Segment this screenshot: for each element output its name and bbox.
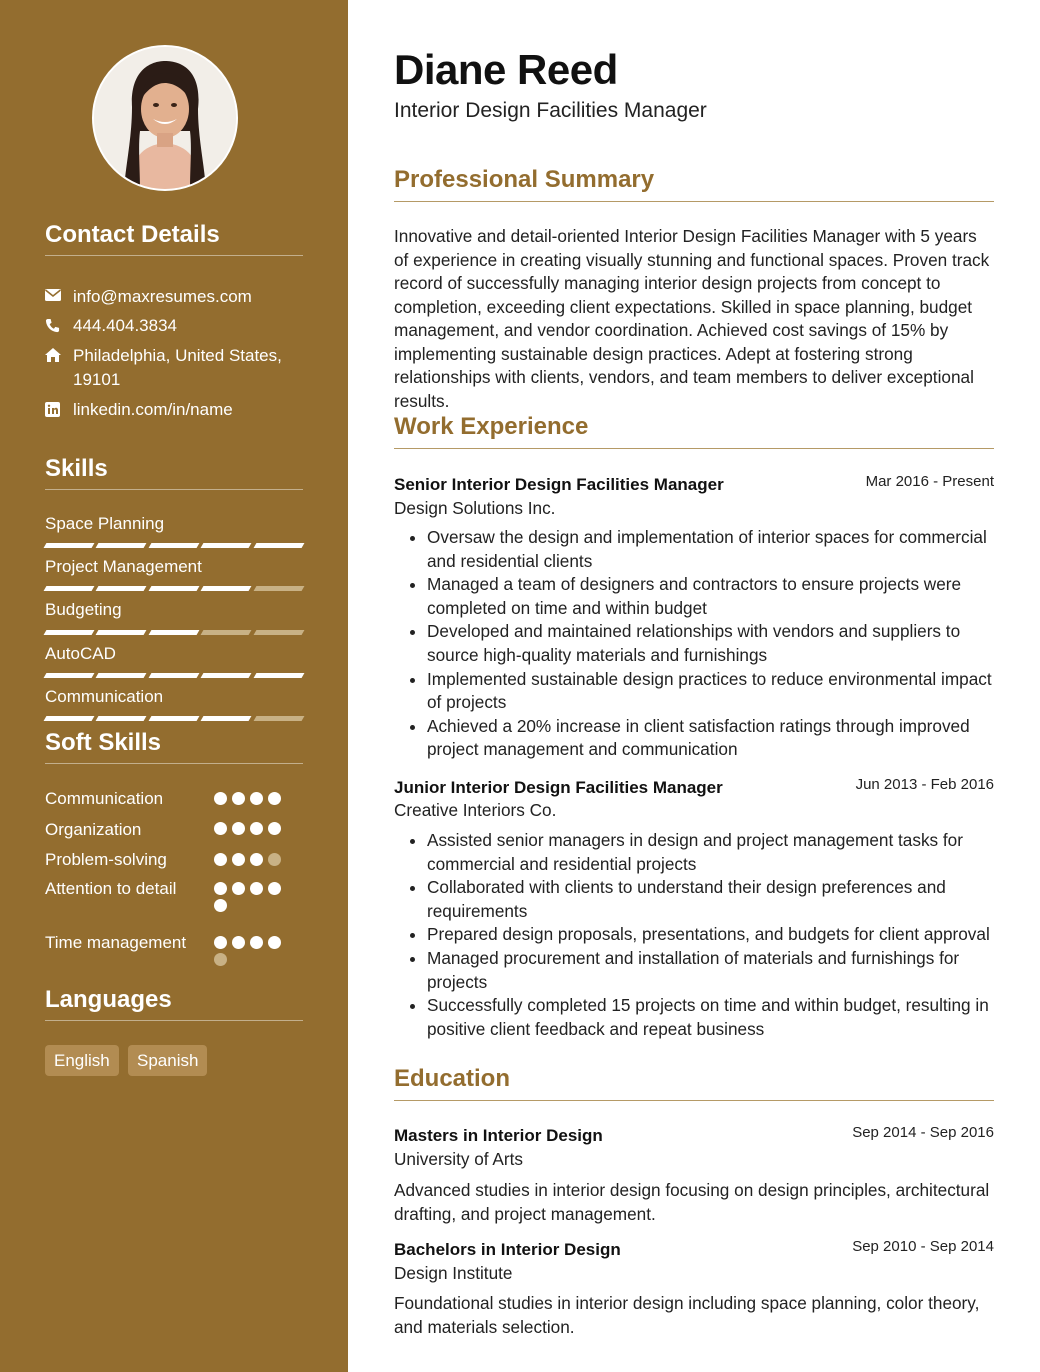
skill-bar-segment <box>201 716 252 721</box>
envelope-icon <box>45 285 73 309</box>
rating-dot <box>250 853 263 866</box>
soft-skill-name: Time management <box>45 933 187 952</box>
summary-heading: Professional Summary <box>394 166 994 202</box>
soft-skill-rating <box>214 822 294 835</box>
skill-bar-segment <box>96 543 147 548</box>
languages-heading: Languages <box>45 986 303 1021</box>
job-dates: Mar 2016 - Present <box>865 473 994 490</box>
contact-email-text: info@maxresumes.com <box>73 287 252 306</box>
skill-bar-segment <box>148 716 199 721</box>
degree-title: Masters in Interior Design <box>394 1126 603 1145</box>
soft-skill-name: Problem-solving <box>45 850 167 869</box>
soft-skill-rating <box>214 936 294 966</box>
skill-rating <box>45 586 303 592</box>
rating-dot <box>232 936 245 949</box>
rating-dot <box>268 853 281 866</box>
skill-bar-segment <box>148 543 199 548</box>
degree-description: Advanced studies in interior design focusing on design principles, architectural drafting, and project management. <box>394 1180 990 1224</box>
list-item: • Achieved a 20% increase in client satisfaction ratings through improved project management and communication <box>427 715 994 762</box>
skill-name: Communication <box>45 687 164 706</box>
soft-skills-heading: Soft Skills <box>45 729 303 764</box>
list-item: • Prepared design proposals, presentations, and budgets for client approval <box>427 923 994 947</box>
contact-heading: Contact Details <box>45 221 303 256</box>
rating-dot <box>268 822 281 835</box>
skill-bar-segment <box>253 630 304 635</box>
skill-bar-segment <box>253 673 304 678</box>
list-item: • Assisted senior managers in design and project management tasks for commercial and residential projects <box>427 829 994 876</box>
skill-bar-segment <box>253 543 304 548</box>
skill-bar-segment <box>96 630 147 635</box>
skill-bar-segment <box>44 586 95 591</box>
skill-name: Space Planning <box>45 514 165 533</box>
skill-bar-segment <box>96 586 147 591</box>
soft-skill-name: Organization <box>45 820 142 839</box>
job-company: Design Solutions Inc. <box>394 498 556 518</box>
skill-rating <box>45 630 303 636</box>
rating-dot <box>214 936 227 949</box>
summary-text: Innovative and detail-oriented Interior Design Facilities Manager with 5 years of experience in creating visually stunning and functional spaces. Proven track record of successfully managing interior design projects from concept to completion, exceeding client expectations. Skilled in space planning, budget management, and vendor coordination. Achieved cost savings of 15% by implementing sustainable design practices. Adept at fostering strong relationships with clients, vendors, and team members to deliver exceptional results. <box>394 226 990 411</box>
skill-bar-segment <box>44 543 95 548</box>
skill-bar-segment <box>44 716 95 721</box>
rating-dot <box>214 882 227 895</box>
rating-dot <box>268 936 281 949</box>
skill-bar-segment <box>201 586 252 591</box>
skill-bar-segment <box>96 673 147 678</box>
skill-bar-segment <box>253 586 304 591</box>
skill-rating <box>45 673 303 679</box>
rating-dot <box>250 882 263 895</box>
soft-skill-rating <box>214 792 294 805</box>
contact-linkedin-text: linkedin.com/in/name <box>73 400 233 419</box>
job-bullets <box>394 526 994 762</box>
language-tag: English <box>45 1045 119 1076</box>
school-name: Design Institute <box>394 1263 513 1283</box>
rating-dot <box>214 853 227 866</box>
education-heading: Education <box>394 1065 994 1101</box>
job-dates: Jun 2013 - Feb 2016 <box>855 776 994 793</box>
rating-dot <box>232 822 245 835</box>
degree-title: Bachelors in Interior Design <box>394 1240 621 1259</box>
rating-dot <box>214 792 227 805</box>
degree-description: Foundational studies in interior design including space planning, color theory, and materials selection. <box>394 1293 980 1337</box>
job-bullets <box>394 829 994 1041</box>
job-company: Creative Interiors Co. <box>394 800 557 820</box>
profile-photo <box>92 45 238 191</box>
job-title: Junior Interior Design Facilities Manager <box>394 778 723 797</box>
list-item: • Successfully completed 15 projects on time and within budget, resulting in positive client feedback and repeat business <box>427 994 994 1041</box>
home-icon <box>45 344 73 392</box>
rating-dot <box>232 882 245 895</box>
school-name: University of Arts <box>394 1149 523 1169</box>
soft-skill-rating <box>214 853 294 866</box>
skill-name: Budgeting <box>45 600 122 619</box>
job-title: Senior Interior Design Facilities Manager <box>394 475 724 494</box>
list-item: • Developed and maintained relationships with vendors and suppliers to source high-quality materials and furnishings <box>427 620 994 667</box>
rating-dot <box>268 792 281 805</box>
skill-bar-segment <box>201 630 252 635</box>
list-item: • Managed a team of designers and contractors to ensure projects were completed on time and within budget <box>427 573 994 620</box>
rating-dot <box>268 882 281 895</box>
list-item: • Collaborated with clients to understand their design preferences and requirements <box>427 876 994 923</box>
skill-bar-segment <box>44 630 95 635</box>
rating-dot <box>214 899 227 912</box>
skill-bar-segment <box>201 673 252 678</box>
skill-bar-segment <box>96 716 147 721</box>
candidate-role: Interior Design Facilities Manager <box>394 99 707 122</box>
rating-dot <box>250 792 263 805</box>
degree-dates: Sep 2014 - Sep 2016 <box>852 1124 994 1141</box>
language-tag: Spanish <box>128 1045 207 1076</box>
skills-heading: Skills <box>45 455 303 490</box>
soft-skill-name: Communication <box>45 789 164 808</box>
soft-skill-name: Attention to detail <box>45 879 177 898</box>
contact-address <box>45 344 305 392</box>
list-item: • Implemented sustainable design practices to reduce environmental impact of projects <box>427 668 994 715</box>
experience-heading: Work Experience <box>394 413 994 449</box>
skill-bar-segment <box>148 586 199 591</box>
skill-name: Project Management <box>45 557 202 576</box>
skill-rating <box>45 543 303 549</box>
skill-rating <box>45 716 303 722</box>
contact-linkedin[interactable] <box>45 398 305 422</box>
rating-dot <box>250 822 263 835</box>
skill-bar-segment <box>148 630 199 635</box>
contact-phone-text: 444.404.3834 <box>73 316 177 335</box>
sidebar <box>0 0 348 1372</box>
rating-dot <box>232 792 245 805</box>
degree-dates: Sep 2010 - Sep 2014 <box>852 1238 994 1255</box>
contact-email[interactable] <box>45 285 305 309</box>
phone-icon <box>45 314 73 338</box>
contact-address-text: Philadelphia, United States, 19101 <box>73 346 282 389</box>
rating-dot <box>232 853 245 866</box>
rating-dot <box>214 953 227 966</box>
rating-dot <box>214 822 227 835</box>
skill-bar-segment <box>253 716 304 721</box>
skill-bar-segment <box>201 543 252 548</box>
skill-bar-segment <box>148 673 199 678</box>
skill-name: AutoCAD <box>45 644 116 663</box>
rating-dot <box>250 936 263 949</box>
candidate-name: Diane Reed <box>394 46 618 93</box>
contact-phone[interactable] <box>45 314 305 338</box>
avatar-illustration <box>94 47 236 189</box>
list-item: • Oversaw the design and implementation of interior spaces for commercial and residential clients <box>427 526 994 573</box>
soft-skill-rating <box>214 882 294 912</box>
linkedin-icon <box>45 398 73 422</box>
skill-bar-segment <box>44 673 95 678</box>
list-item: • Managed procurement and installation of materials and furnishings for projects <box>427 947 994 994</box>
